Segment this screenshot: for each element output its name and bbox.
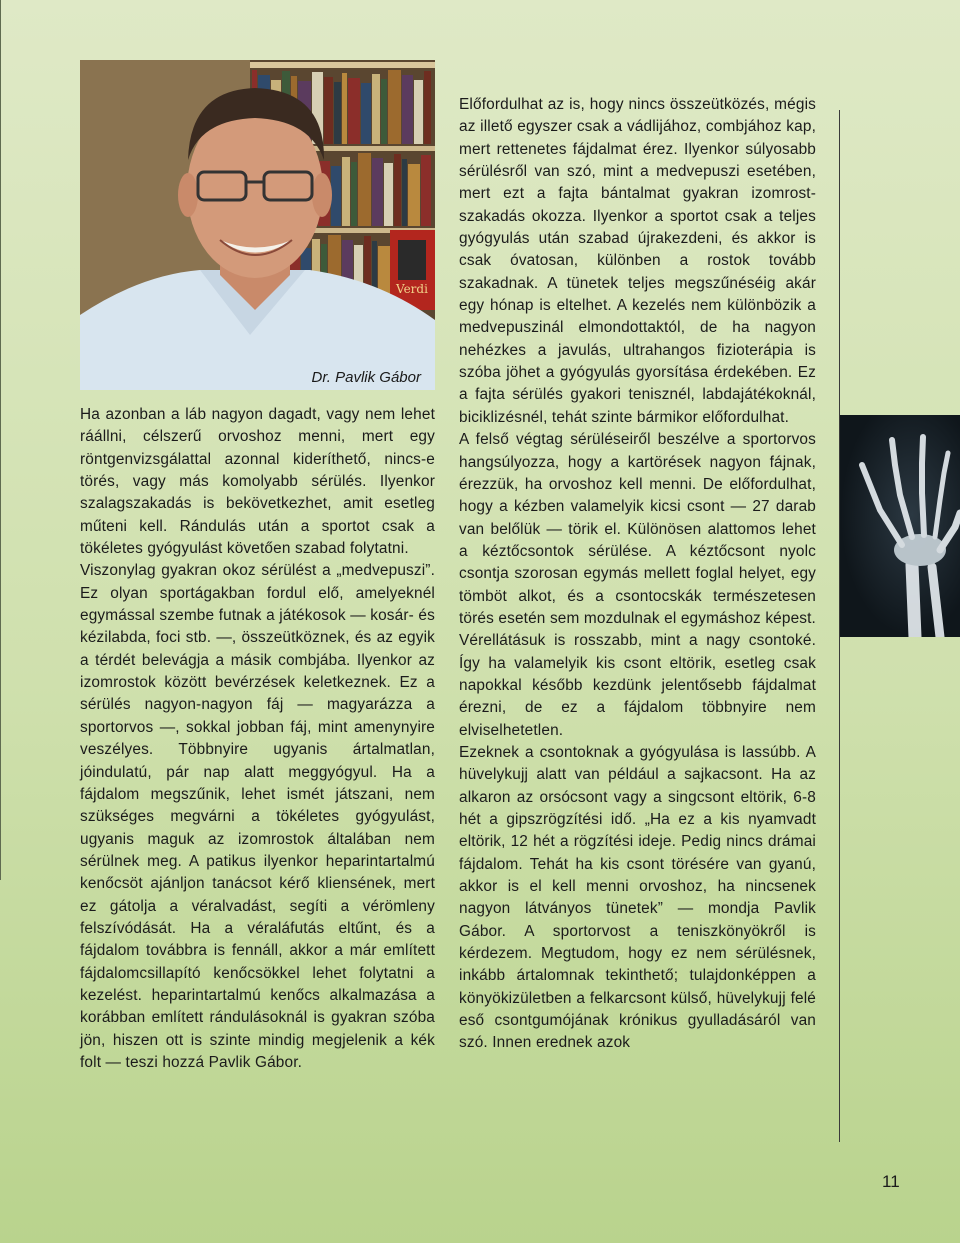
book-spine [342,73,347,144]
book-spine [334,82,341,144]
book-spine [358,153,371,226]
book-spine [408,164,420,226]
book-spine [424,71,431,144]
page-number: 11 [882,1172,900,1191]
paragraph: Ezeknek a csontoknak a gyógyulása is lassúbb. A hüvelykujj alatt van például a sajkacsont. Ha az alkaron az orsócsont vagy a singcsont eltörik, 6-8 hét a gipszrögzítési idő. „Ha ez a kis nyamvadt eltörik, 12 hét a rögzítési ideje. Pedig nincs drámai fájdalom. Tehát ha kis csont törésére van gyanú, akkor is el kell menni orvoshoz, ha nincsenek nagyon látványos tünetek” — mondja Pavlik Gábor. A sportorvost a teniszkönyökről is kérdezem. Megtudom, hogy ez nem sérülésnek, inkább ártalomnak tekinthető; tulajdonképpen a könyökizületben a felkarcsont külső, hüvelykujj felé eső csontgumójának krónikus gyulladásáról van szó. Innen erednek azok [459,743,816,1052]
book-spine [372,158,383,226]
right-text-column [459,94,816,1055]
left-text-column [80,404,435,1074]
paragraph: Ha azonban a láb nagyon dagadt, vagy nem lehet ráállni, célszerű orvoshoz menni, mert egy röntgenvizsgálattal azonnal kideríthető, nincs-e törés, vagy más komolyabb sérülés. Ilyenkor szalagszakadás is bekövetkezhet, amit esetleg műteni kell. Rándulás után a sportot csak a tökéletes gyógyulást követően szabad folytatni. [80,406,435,558]
paragraph: Viszonylag gyakran okoz sérülést a „medvepuszi”. Ez olyan sportágakban fordul elő, amelyeknél egymással szembe futnak a játékosok — kosár- és kézilabda, foci stb. —, összeütköznek, és az egyik a térdét belevágja a másik combjába. Ilyenkor az izomrostok között bevérzések keletkeznek. Ez a sérülés nagyon-nagyon fáj — magyarázza a sportorvos —, sokkal jobban fáj, mint amenynyire veszélyes. Többnyire ugyanis ártalmatlan, jóindulatú, pár nap alatt meggyógyul. Ha a fájdalom megszűnik, lehet ismét játszani, nem szükséges megvárni a tökéletes gyógyulást, ugyanis maguk az izomrostok általában nem sérülnek meg. A patikus ilyenkor heparintartalmú kenőcsöt ajánljon tanácsot kérő kliensének, mert ez gátolja a véralvadást, segíti a vérömleny felszívódását. Ha a véraláfutás eltűnt, és a fájdalom továbbra is fennáll, akkor a már említett fájdalomcsillapító kenőcsökkel lehet folytatni a kezelést. heparintartalmú kenőcs alkalmazása a korábban említett rándulásoknál is gyakran szóba jön, hiszen ott is szinte mindig megjelenik a kék folt — teszi hozzá Pavlik Gábor. [80,562,435,1071]
book-spine [342,157,350,226]
photo-caption: Dr. Pavlik Gábor [311,369,421,386]
left-margin-rule [0,0,1,880]
book-spine [384,163,393,226]
book-spine [372,74,380,144]
book-spine [324,77,333,144]
book-spine [331,166,341,226]
paragraph: A felső végtag sérüléseiről beszélve a sportorvos hangsúlyozza, hogy a kartörések nagyon fájnak, érezzük, ha orvoshoz kell menni. De előfordulhat, hogy a kézben valamelyik kicsi csont — 27 darab van belőlük — törik el. Különösen alattomos lehet a kéztőcsontok sérülése. A kéztőcsont nyolc csontja szorosan egymás mellett foglal helyet, egy tömböt alkot, és a csontocskák természetesen törés esetén sem mozdulnak el egymáshoz képest. Vérellátásuk is rosszabb, mint a nagy csontoké. Így ha valamelyik kis csont eltörik, esetleg csak napokkal később kezdünk jelentősebb fájdalmat érezni, de ez a fájdalom többnyire nem elviselhetetlen. [459,431,816,739]
book-spine [388,70,401,144]
book-spine [361,83,371,144]
portrait-photo [80,60,435,390]
book-spine [414,80,423,144]
book-label: Verdi [396,282,428,296]
book-spine [421,155,431,226]
paragraph: Előfordulhat az is, hogy nincs összeütközés, mégis az illető egyszer csak a vádlijához, combjához kap, mert rettenetes fájdalmat érez. Ilyenkor súlyosabb sérülésről van szó, mint a medvepuszi esetében, mert ezt a fajta bántalmat gyakran izomrost-szakadás okozza. Ilyenkor a sportot csak a teljes gyógyulás után szabad újrakezdeni, és akkor is csak óvatosan, különben a rostok tovább szakadnak. A tünetek teljes megszűnéséig akár egy hónap is eltelhet. A kezelés nem különbözik a medvepuszinál elmondottaktól, de ha nagyon nehézkes a javulás, ultrahangos fizioterápia is szóba jöhet a gyógyulás gyorsítása érdekében. Ez a fajta sérülés gyakori tenisznél, labdajátékoknál, biciklizésnél, tehát szinte bármikor előfordulhat. [459,96,816,426]
book-spine [402,159,407,226]
book-spine [348,78,360,144]
hand-xray-image [840,415,960,637]
book-spine [402,75,413,144]
book-spine [381,79,387,144]
book-spine [394,154,401,226]
book-spine [351,162,357,226]
